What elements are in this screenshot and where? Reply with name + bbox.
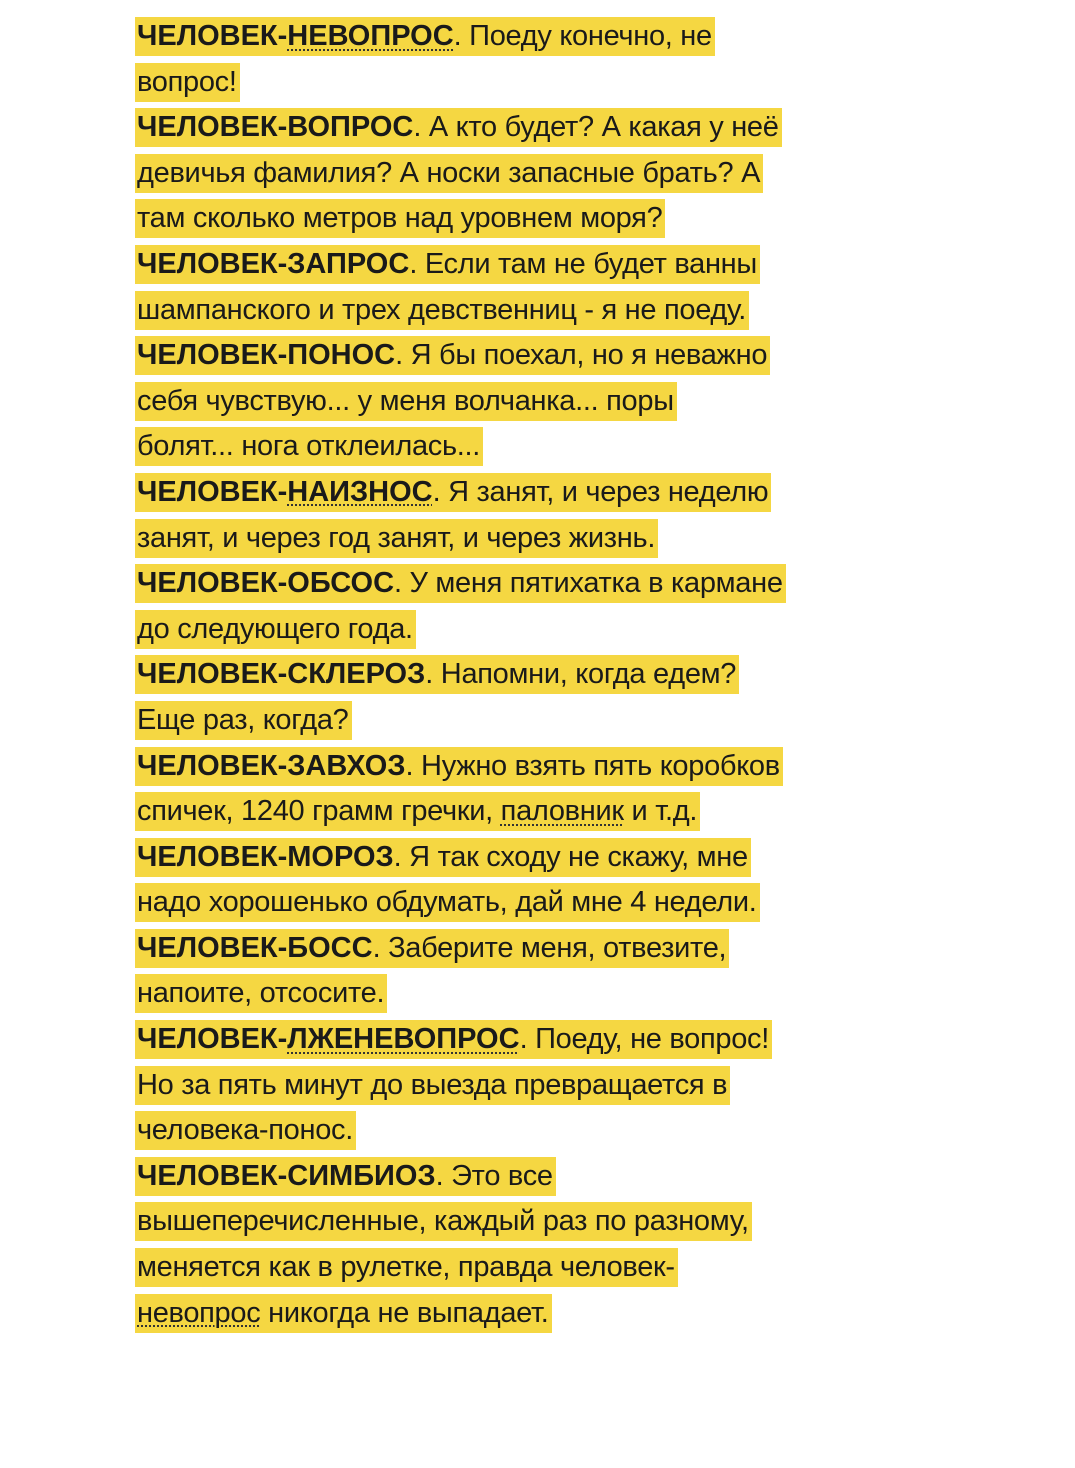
description-text: . У меня пятихатка в кармане: [394, 567, 783, 600]
text-line: [135, 105, 975, 151]
highlighted-text: [135, 610, 416, 649]
highlighted-text: [135, 838, 751, 877]
description-text: и т.д.: [623, 795, 698, 828]
highlighted-text: [135, 1294, 552, 1333]
description-text: спичек, 1240 грамм гречки,: [137, 795, 501, 828]
entry: [135, 835, 975, 926]
highlighted-text: [135, 792, 700, 831]
description-text: там сколько метров над уровнем моря?: [137, 202, 663, 235]
text-line: [135, 835, 975, 881]
highlighted-text: [135, 154, 763, 193]
description-text: напоите, отсосите.: [137, 977, 385, 1010]
term-label: ЧЕЛОВЕК-СИМБИОЗ: [137, 1159, 436, 1192]
text-line: [135, 333, 975, 379]
description-text: невопрос: [137, 1296, 261, 1329]
text-line: [135, 789, 975, 835]
text-line: [135, 196, 975, 242]
description-text: занят, и через год занят, и через жизнь.: [137, 521, 656, 554]
term-label: ЧЕЛОВЕК-: [137, 475, 288, 508]
highlighted-text: [135, 974, 387, 1013]
text-line: [135, 288, 975, 334]
term-label: НАИЗНОС: [287, 475, 433, 508]
highlighted-text: [135, 291, 749, 330]
text-line: [135, 926, 975, 972]
description-text: паловник: [500, 795, 624, 828]
term-label: ЧЕЛОВЕК-ОБСОС: [137, 567, 395, 600]
text-line: [135, 1291, 975, 1337]
term-label: ЧЕЛОВЕК-ЗАПРОС: [137, 247, 410, 280]
description-text: . Это все: [435, 1159, 553, 1192]
highlighted-text: [135, 336, 770, 375]
highlighted-text: [135, 883, 760, 922]
entry: [135, 744, 975, 835]
term-label: ЧЕЛОВЕК-ПОНОС: [137, 339, 396, 372]
term-label: ЧЕЛОВЕК-СКЛЕРОЗ: [137, 658, 426, 691]
text-line: [135, 1017, 975, 1063]
description-text: болят... нога отклеилась...: [137, 430, 481, 463]
term-label: ЧЕЛОВЕК-: [137, 20, 288, 52]
description-text: никогда не выпадает.: [260, 1296, 549, 1329]
description-text: . Напомни, когда едем?: [425, 658, 737, 691]
term-label: ЧЕЛОВЕК-ВОПРОС: [137, 111, 414, 144]
entry: [135, 105, 975, 242]
highlighted-text: [135, 655, 739, 694]
highlighted-text: [135, 1111, 356, 1150]
description-text: вопрос!: [137, 65, 237, 98]
term-label: ЧЕЛОВЕК-: [137, 1023, 288, 1056]
text-line: [135, 880, 975, 926]
entry: [135, 652, 975, 743]
text-line: [135, 1154, 975, 1200]
highlighted-text: [135, 427, 483, 466]
description-text: . Я так сходу не скажу, мне: [393, 840, 748, 873]
description-text: девичья фамилия? А носки запасные брать? А: [137, 156, 761, 189]
term-label: ЧЕЛОВЕК-БОСС: [137, 931, 373, 964]
entry: [135, 242, 975, 333]
description-text: до следующего года.: [137, 612, 413, 645]
text-line: [135, 14, 975, 60]
highlighted-text: [135, 473, 771, 512]
text-line: [135, 1245, 975, 1291]
highlighted-text: [135, 1202, 752, 1241]
text-line: [135, 60, 975, 106]
description-text: Но за пять минут до выезда превращается в: [137, 1068, 728, 1101]
description-text: . Если там не будет ванны: [409, 247, 757, 280]
text-line: [135, 151, 975, 197]
description-text: . Я бы поехал, но я неважно: [395, 339, 768, 372]
highlighted-text: [135, 519, 658, 558]
highlighted-text: [135, 245, 760, 284]
entry: [135, 1017, 975, 1154]
description-text: надо хорошенько обдумать, дай мне 4 недели.: [137, 886, 757, 919]
text-line: [135, 561, 975, 607]
description-text: . Заберите меня, отвезите,: [372, 931, 727, 964]
description-text: . Поеду, не вопрос!: [519, 1023, 770, 1056]
highlighted-text: [135, 199, 665, 238]
highlighted-text: [135, 929, 729, 968]
highlighted-text: [135, 17, 715, 56]
entry: [135, 561, 975, 652]
term-label: ЛЖЕНЕВОПРОС: [287, 1023, 520, 1056]
highlighted-text: [135, 63, 240, 102]
text-line: [135, 652, 975, 698]
text-line: [135, 698, 975, 744]
highlighted-text: [135, 1020, 772, 1059]
text-line: [135, 1199, 975, 1245]
entry: [135, 14, 975, 105]
text-line: [135, 1108, 975, 1154]
description-text: себя чувствую... у меня волчанка... поры: [137, 384, 674, 417]
highlighted-text: [135, 701, 352, 740]
text-line: [135, 744, 975, 790]
entry: [135, 1154, 975, 1336]
text-line: [135, 607, 975, 653]
description-text: . А кто будет? А какая у неё: [413, 111, 779, 144]
highlighted-text: [135, 108, 782, 147]
highlighted-text: [135, 1066, 730, 1105]
description-text: меняется как в рулетке, правда человек-: [137, 1251, 675, 1284]
text-line: [135, 516, 975, 562]
text-line: [135, 971, 975, 1017]
description-text: Еще раз, когда?: [137, 703, 349, 736]
highlighted-text: [135, 382, 677, 421]
entry: [135, 333, 975, 470]
text-line: [135, 424, 975, 470]
description-text: вышеперечисленные, каждый раз по разному,: [137, 1205, 749, 1238]
description-text: человека-понос.: [137, 1114, 354, 1147]
text-line: [135, 1063, 975, 1109]
highlighted-text: [135, 564, 786, 603]
description-text: . Я занят, и через неделю: [432, 475, 769, 508]
highlighted-text: [135, 1157, 556, 1196]
entry: [135, 926, 975, 1017]
term-label: ЧЕЛОВЕК-МОРОЗ: [137, 840, 394, 873]
description-text: . Нужно взять пять коробков: [405, 749, 780, 782]
document: [135, 14, 975, 1336]
term-label: НЕВОПРОС: [287, 20, 454, 52]
text-line: [135, 470, 975, 516]
text-line: [135, 379, 975, 425]
text-line: [135, 242, 975, 288]
entry: [135, 470, 975, 561]
highlighted-text: [135, 747, 783, 786]
highlighted-text: [135, 1248, 678, 1287]
description-text: шампанского и трех девственниц - я не поеду.: [137, 293, 747, 326]
description-text: . Поеду конечно, не: [453, 20, 712, 52]
term-label: ЧЕЛОВЕК-ЗАВХОЗ: [137, 749, 406, 782]
